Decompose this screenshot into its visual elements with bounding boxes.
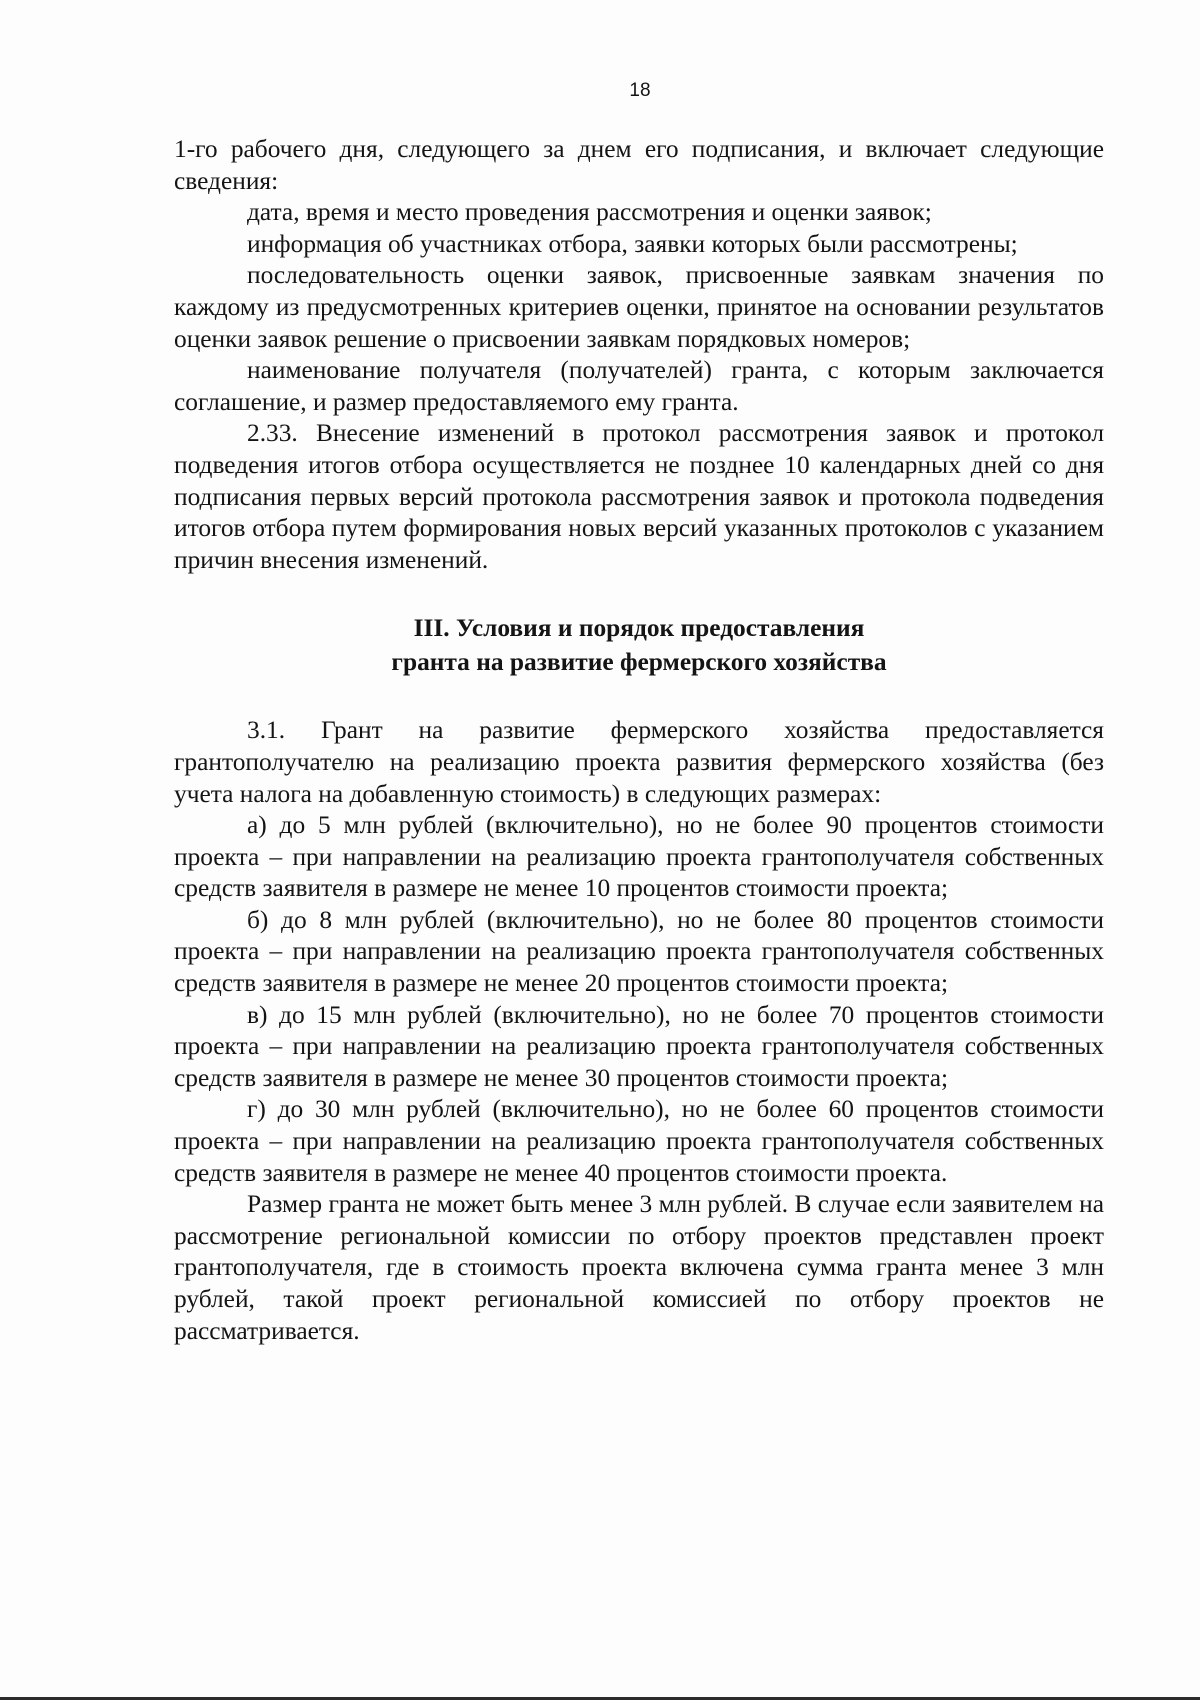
paragraph-continuation: 1-го рабочего дня, следующего за днем его подписания, и включает следующие сведения: <box>174 135 1104 195</box>
paragraph-item-a: а) до 5 млн рублей (включительно), но не более 90 процентов стоимости проекта – при направлении на реализацию проекта грантополучателя собственных средств заявителя в размере не менее 10 процентов стоимости проекта; <box>174 811 1104 903</box>
section-heading-line-2: гранта на развитие фермерского хозяйства <box>391 648 887 677</box>
paragraph-item-evaluation: последовательность оценки заявок, присвоенные заявкам значения по каждому из предусмотренных критериев оценки, принятое на основании результатов оценки заявок решение о присвоении заявкам порядковых номеров; <box>174 261 1104 353</box>
paragraph-item-v: в) до 15 млн рублей (включительно), но не более 70 процентов стоимости проекта – при направлении на реализацию проекта грантополучателя собственных средств заявителя в размере не менее 30 процентов стоимости проекта; <box>174 1000 1104 1092</box>
paragraph-grant-minimum: Размер гранта не может быть менее 3 млн рублей. В случае если заявителем на рассмотрение региональной комиссии по отбору проектов представлен проект грантополучателя, где в стоимость проекта включена сумма гранта менее 3 млн рублей, такой проект региональной комиссией по отбору проектов не рассматривается. <box>174 1190 1104 1345</box>
paragraph-item-b: б) до 8 млн рублей (включительно), но не более 80 процентов стоимости проекта – при направлении на реализацию проекта грантополучателя собственных средств заявителя в размере не менее 20 процентов стоимости проекта; <box>174 905 1104 998</box>
paragraph-item-participants: информация об участниках отбора, заявки которых были рассмотрены; <box>247 229 1018 258</box>
page-number: 18 <box>629 80 651 101</box>
paragraph-item-g: г) до 30 млн рублей (включительно), но не более 60 процентов стоимости проекта – при направлении на реализацию проекта грантополучателя собственных средств заявителя в размере не менее 40 процентов стоимости проекта. <box>174 1095 1104 1187</box>
paragraph-item-date: дата, время и место проведения рассмотрения и оценки заявок; <box>247 198 932 227</box>
section-heading-line-1: III. Условия и порядок предоставления <box>413 614 865 643</box>
paragraph-item-recipient: наименование получателя (получателей) гранта, с которым заключается соглашение, и размер предоставляемого ему гранта. <box>174 356 1104 416</box>
document-body <box>174 134 1104 1347</box>
section-heading <box>174 611 1104 679</box>
paragraph-2-33: 2.33. Внесение изменений в протокол рассмотрения заявок и протокол подведения итогов отбора осуществляется не позднее 10 календарных дней со дня подписания первых версий протокола рассмотрения заявок и протокола подведения итогов отбора путем формирования новых версий указанных протоколов с указанием причин внесения изменений. <box>174 419 1104 574</box>
paragraph-3-1: 3.1. Грант на развитие фермерского хозяйства предоставляется грантополучателю на реализацию проекта развития фермерского хозяйства (без учета налога на добавленную стоимость) в следующих размерах: <box>174 716 1104 808</box>
